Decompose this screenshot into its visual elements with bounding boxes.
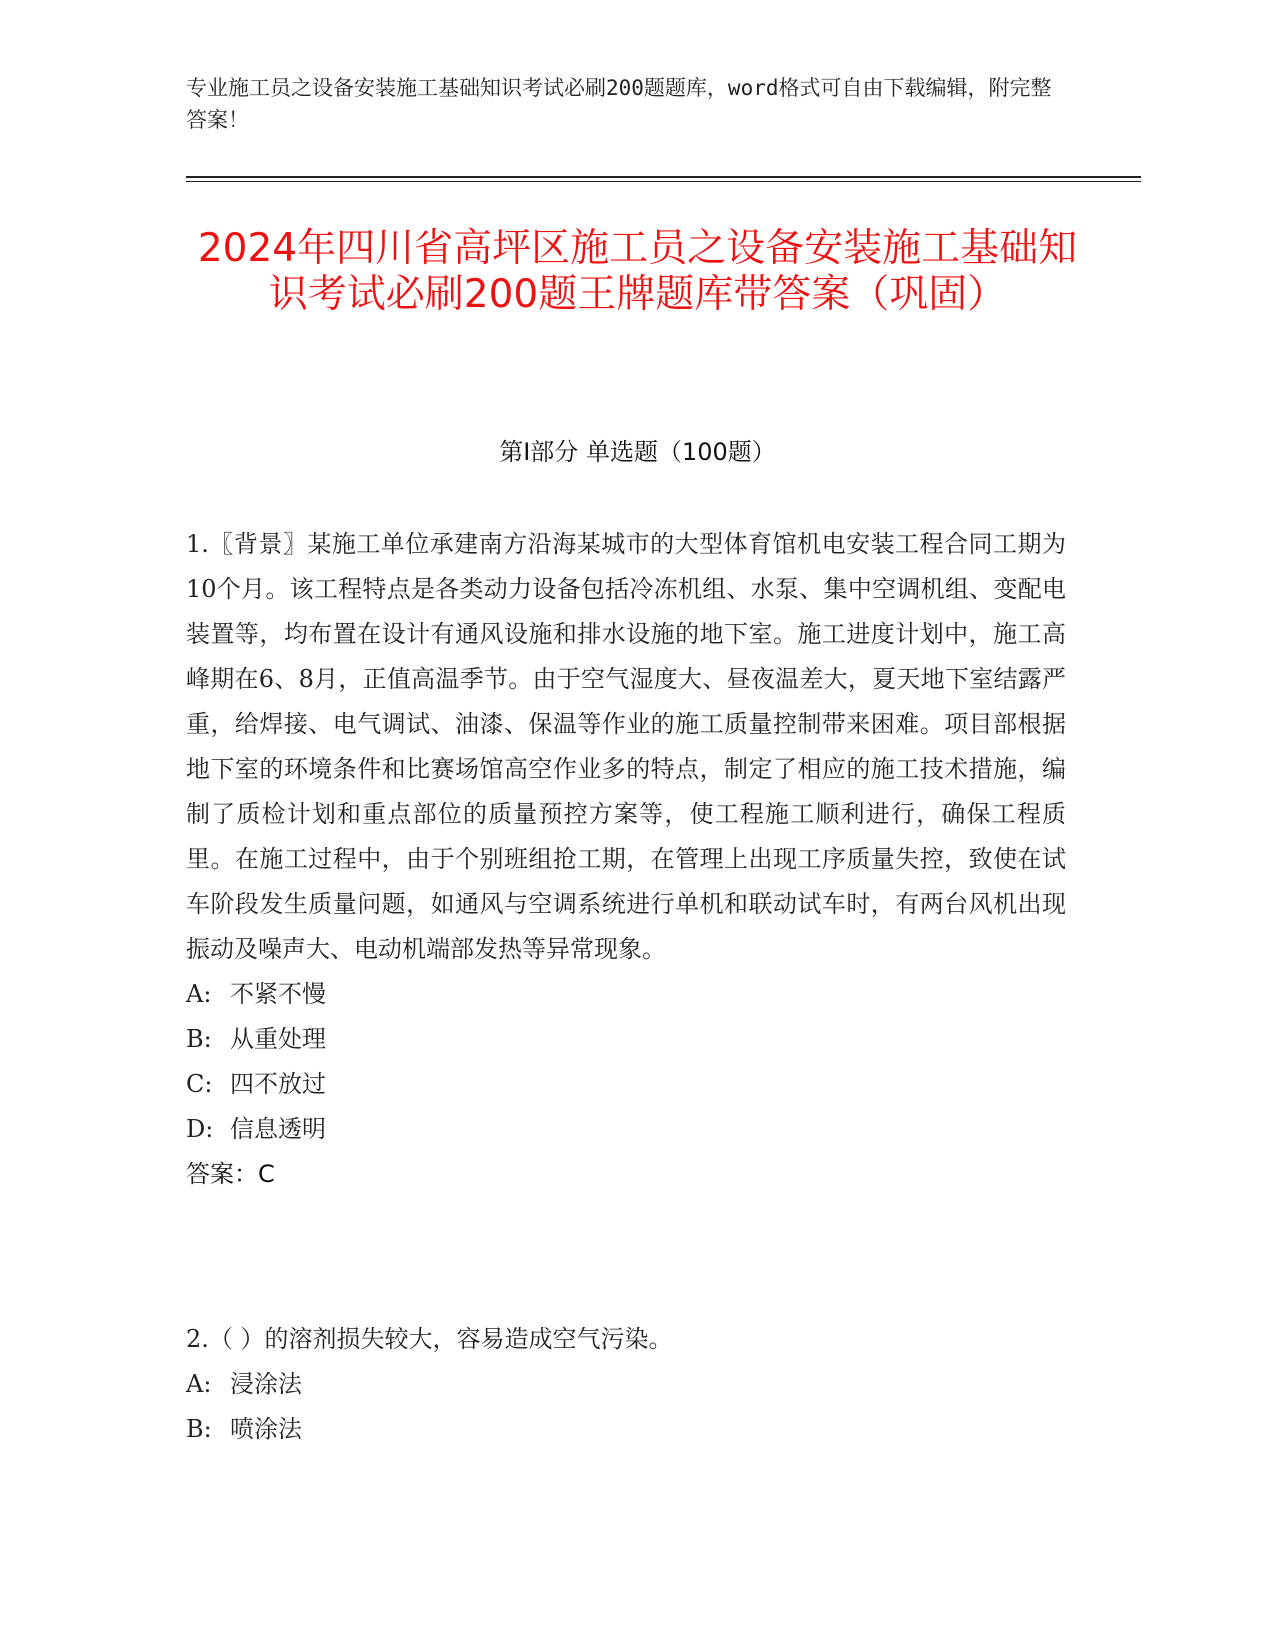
option-text: 信息透明 [230,1115,326,1143]
header-note: 专业施工员之设备安装施工基础知识考试必刷200题题库，word格式可自由下载编辑，附完整答案！ [186,76,1052,132]
option-a [186,972,1066,1017]
option-key: C: [186,1070,213,1098]
option-a [186,1362,1066,1407]
option-key: A: [186,1370,212,1398]
section-heading: 第I部分 单选题（100题） [499,438,776,466]
option-key: B: [186,1415,212,1443]
question-1 [186,522,1066,1197]
option-key: D: [186,1115,214,1143]
header-divider-thin [186,181,1141,182]
option-key: A: [186,980,212,1008]
option-key: B: [186,1025,212,1053]
option-b [186,1017,1066,1062]
option-text: 浸涂法 [230,1370,302,1398]
option-text: 从重处理 [230,1025,326,1053]
option-text: 不紧不慢 [230,980,326,1008]
option-text: 四不放过 [230,1070,326,1098]
option-text: 喷涂法 [230,1415,302,1443]
question-stem: 1.〖背景〗某施工单位承建南方沿海某城市的大型体育馆机电安装工程合同工期为10个月。该工程特点是各类动力设备包括冷冻机组、水泵、集中空调机组、变配电装置等，均布置在设计有通风设施和排水设施的地下室。施工进度计划中，施工高峰期在6、8月，正值高温季节。由于空气湿度大、昼夜温差大，夏天地下室结露严重，给焊接、电气调试、油漆、保温等作业的施工质量控制带来困难。项目部根据地下室的环境条件和比赛场馆高空作业多的特点，制定了相应的施工技术措施，编制了质检计划和重点部位的质量预控方案等，使工程施工顺利进行，确保工程质里。在施工过程中，由于个别班组抢工期，在管理上出现工序质量失控，致使在试车阶段发生质量问题，如通风与空调系统进行单机和联动试车时，有两台风机出现振动及噪声大、电动机端部发热等异常现象。 [186,530,1066,963]
document-title: 2024年四川省高坪区施工员之设备安装施工基础知识考试必刷200题王牌题库带答案（巩固） [197,226,1078,317]
answer-line: 答案：C [186,1160,275,1188]
header-divider-thick [186,176,1141,178]
question-stem: 2.（ ）的溶剂损失较大，容易造成空气污染。 [186,1325,673,1353]
option-c [186,1062,1066,1107]
option-b [186,1407,1066,1452]
question-2 [186,1317,1066,1452]
option-d [186,1107,1066,1152]
